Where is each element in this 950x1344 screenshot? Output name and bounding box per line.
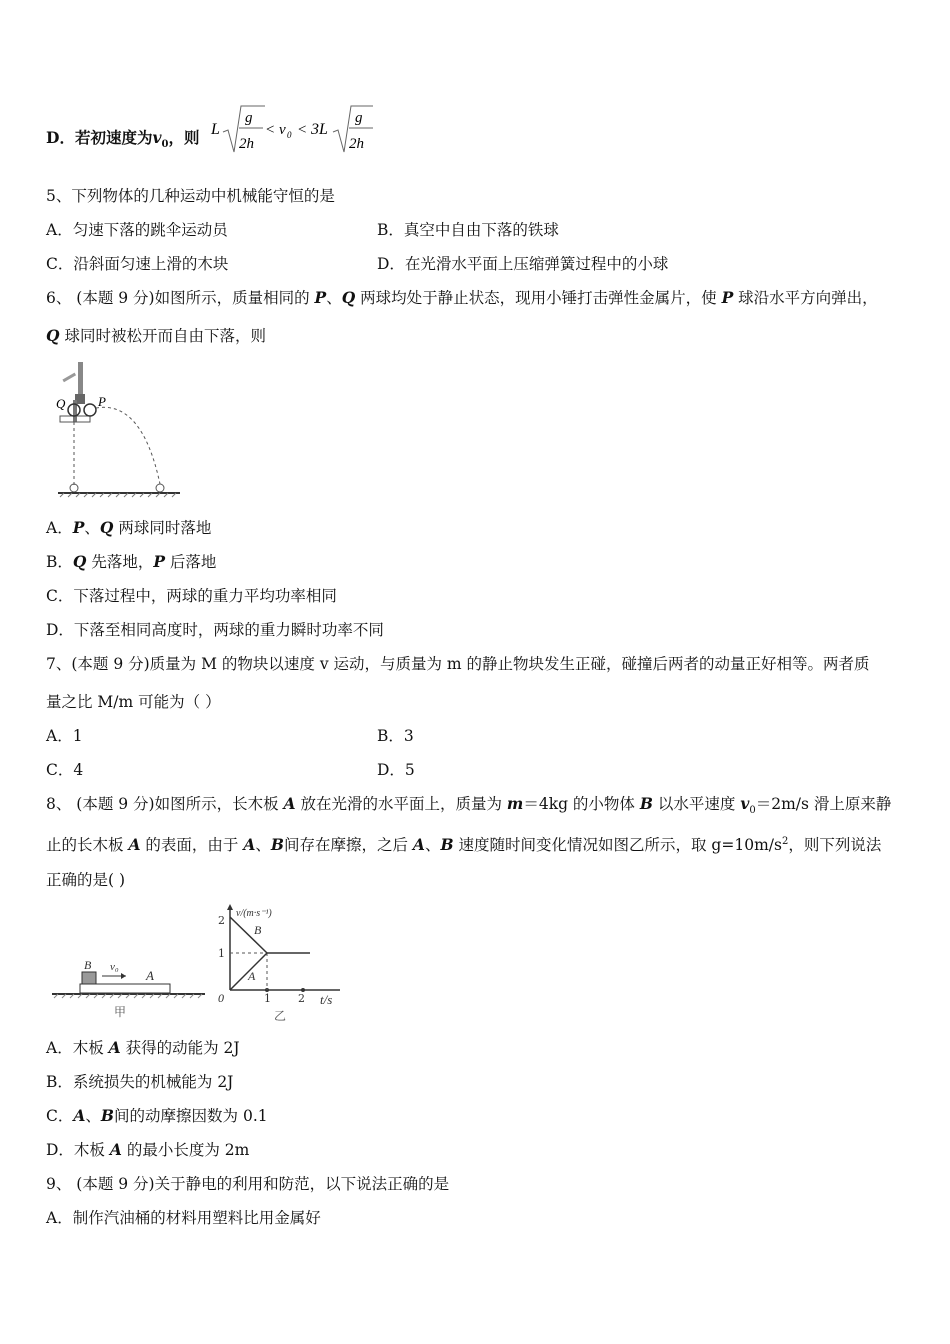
q7-stem-line1: 7、(本题 9 分)质量为 M 的物块以速度 v 运动，与质量为 m 的静止物块发生正碰，碰撞后两者的动量正好相等。两者质 <box>46 655 870 673</box>
ball-p-landing <box>156 484 164 492</box>
formula-den-1: 2h <box>239 136 254 152</box>
tick-y-2: 2 <box>218 914 225 927</box>
q7-option-b: B．3 <box>377 727 414 745</box>
p-parabolic-path <box>96 407 160 484</box>
label-q: Q <box>56 396 66 411</box>
q5-option-a: A．匀速下落的跳伞运动员 <box>46 221 228 239</box>
q8-option-a: A．木板 A 获得的动能为 2J <box>46 1038 240 1057</box>
block-b <box>82 972 96 984</box>
caption-yi: 乙 <box>274 1009 287 1023</box>
ball-q-landing <box>70 484 78 492</box>
label-b: B <box>84 958 92 972</box>
q4-option-d: D．若初速度为$v_0$，则 <box>46 128 200 151</box>
origin-label: 0 <box>218 991 224 1005</box>
q9-stem: 9、 (本题 9 分)关于静电的利用和防范，以下说法正确的是 <box>46 1175 450 1193</box>
q6-stem-line1: 6、 (本题 9 分)如图所示，质量相同的 P、Q 两球均处于静止状态，现用小锤打击弹性金属片，使 P 球沿水平方向弹出， <box>46 288 878 307</box>
q8-option-d: D．木板 A 的最小长度为 2m <box>46 1140 250 1159</box>
formula-num-1: g <box>245 110 253 126</box>
q8-option-c: C．A、B间的动摩擦因数为 0.1 <box>46 1106 268 1125</box>
tick-x-2: 2 <box>298 992 305 1005</box>
q7-option-c: C．4 <box>46 761 84 779</box>
t-axis-label: t/s <box>320 992 333 1007</box>
formula-mid-sub: 0 <box>287 130 292 140</box>
label-line-a: A <box>248 969 256 983</box>
q8-option-b: B．系统损失的机械能为 2J <box>46 1073 234 1091</box>
q6-figure <box>52 360 187 505</box>
label-a: A <box>146 968 154 983</box>
board-a <box>80 984 170 993</box>
q6-option-a: A．P、Q 两球同时落地 <box>46 518 212 537</box>
formula-left: L <box>211 121 220 138</box>
q7-option-a: A．1 <box>46 727 83 745</box>
formula-mid: v <box>279 122 286 138</box>
q9-option-a: A．制作汽油桶的材料用塑料比用金属好 <box>46 1209 321 1227</box>
hammer-arm <box>62 373 76 383</box>
q7-stem-line2: 量之比 M/m 可能为（ ） <box>46 693 221 711</box>
formula-den-2: 2h <box>349 136 364 152</box>
q6-stem-line2: Q 球同时被松开而自由下落，则 <box>46 326 266 345</box>
line-b <box>230 917 267 953</box>
formula-right: 3L <box>311 121 328 138</box>
caption-jia: 甲 <box>114 1005 127 1019</box>
q8-stem-line1: 8、 (本题 9 分)如图所示，长木板 A 放在光滑的水平面上，质量为 m＝4kg 的小物体 B 以水平速度 $v_0=2m/s$ 滑上原来静 <box>46 794 892 817</box>
q5-option-b: B．真空中自由下落的铁球 <box>377 221 559 239</box>
formula-lt-1: < <box>265 122 276 138</box>
q5-option-d: D．在光滑水平面上压缩弹簧过程中的小球 <box>377 255 669 273</box>
q5-option-c: C．沿斜面匀速上滑的木块 <box>46 255 229 273</box>
v-axis-arrow <box>227 904 233 910</box>
q6-option-d: D．下落至相同高度时，两球的重力瞬时功率不同 <box>46 621 384 639</box>
q7-option-d: D．5 <box>377 761 415 779</box>
formula-lt-2: < <box>297 122 308 138</box>
arrow-head <box>121 973 126 979</box>
q8-figure-jia <box>50 950 210 1022</box>
q8-figure-yi <box>210 900 355 1024</box>
q4-option-d-formula <box>205 100 375 158</box>
q5-stem: 5、下列物体的几种运动中机械能守恒的是 <box>46 187 335 205</box>
label-p: P <box>98 394 106 409</box>
tick-x-1: 1 <box>264 992 271 1005</box>
q6-option-c: C．下落过程中，两球的重力平均功率相同 <box>46 587 337 605</box>
label-v0: v₀ <box>110 961 119 973</box>
tick-dot-2 <box>301 988 305 992</box>
formula-num-2: g <box>355 110 363 126</box>
q8-stem-line3: 正确的是( ) <box>46 871 126 889</box>
ball-p <box>84 404 96 416</box>
label-line-b: B <box>254 923 262 937</box>
q6-option-b: B．Q 先落地，P 后落地 <box>46 552 217 571</box>
q8-stem-line2: 止的长木板 A 的表面，由于 A、B间存在摩擦，之后 A、B 速度随时间变化情况如图乙所示，取 $g=10m/s^2$，则下列说法 <box>46 835 882 855</box>
v-axis-label: v/(m·s⁻¹) <box>236 908 272 919</box>
tick-y-1: 1 <box>218 947 225 960</box>
